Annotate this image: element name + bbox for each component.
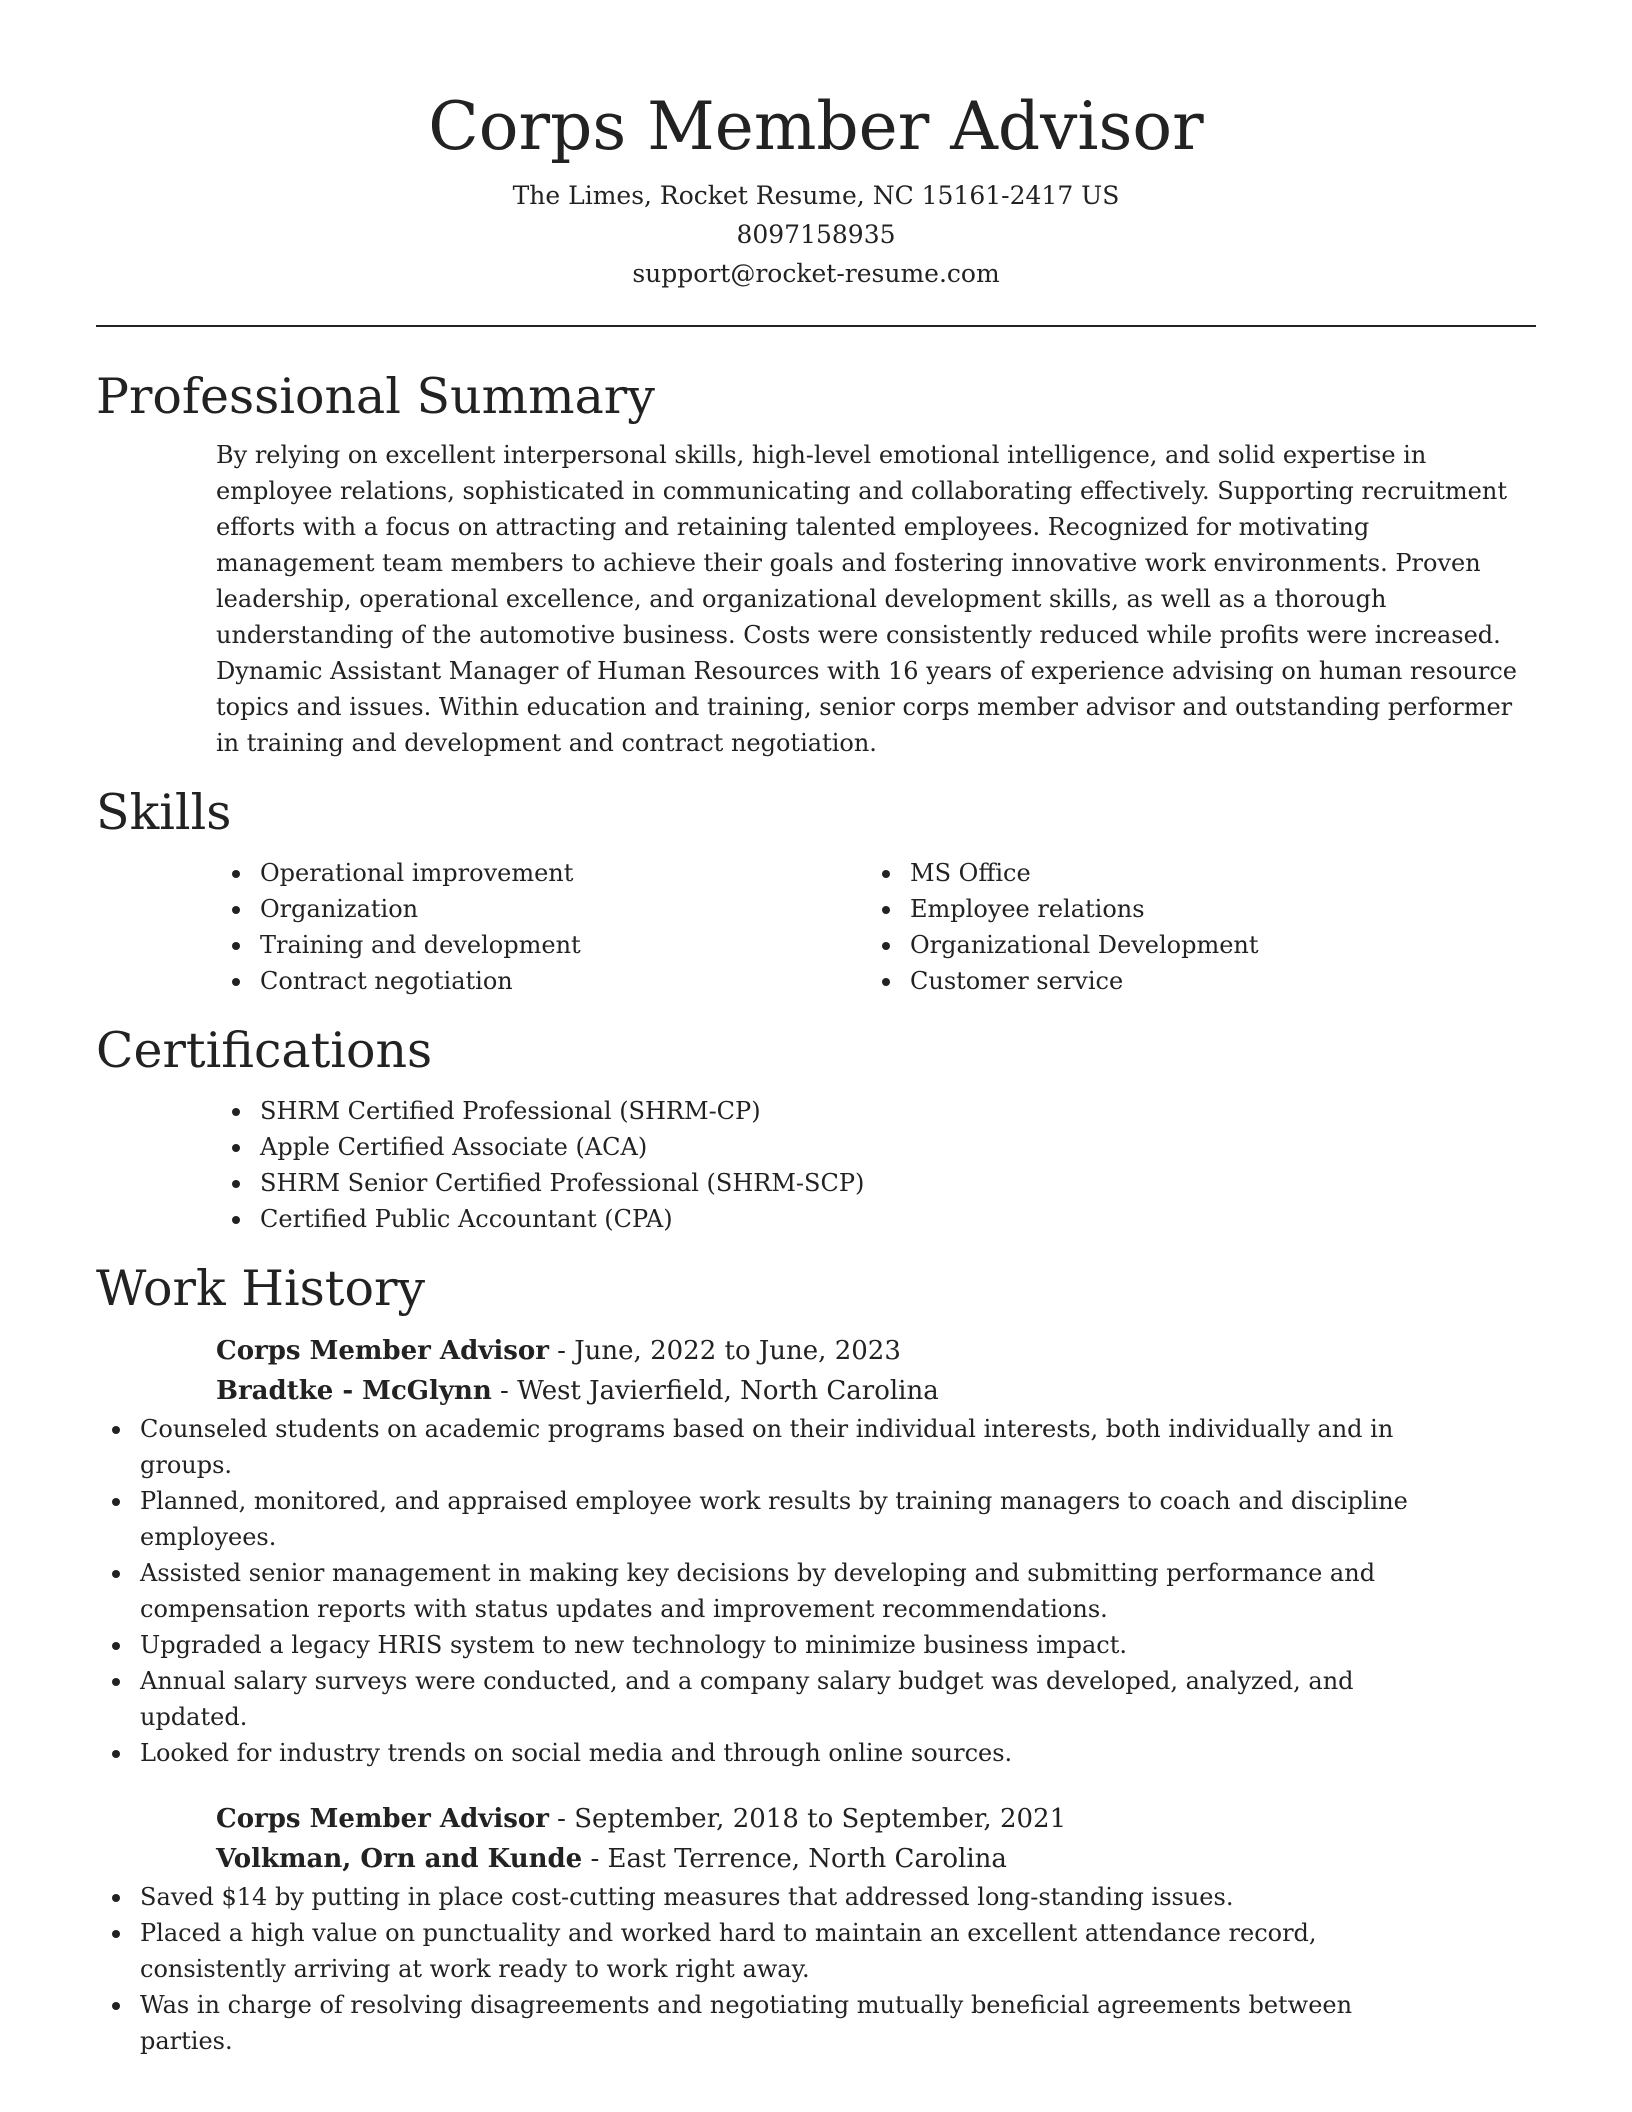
work-history-heading: Work History: [96, 1260, 426, 1317]
job-role: Corps Member Advisor: [216, 1336, 549, 1366]
contact-phone: 8097158935: [736, 220, 896, 249]
job-company: Bradtke - McGlynn: [216, 1376, 492, 1406]
contact-email: support@rocket-resume.com: [632, 259, 1000, 288]
job-title-line: [216, 1799, 1536, 1839]
skills-heading: Skills: [96, 784, 232, 841]
job-bullet: Upgraded a legacy HRIS system to new technology to minimize business impact.: [96, 1627, 1416, 1663]
skills-column-right: [866, 855, 1516, 999]
certification-item: Certified Public Accountant (CPA): [216, 1201, 1536, 1237]
skill-item: MS Office: [866, 855, 1516, 891]
job-dates: - September, 2018 to September, 2021: [548, 1804, 1067, 1834]
job-bullet: Assisted senior management in making key decisions by developing and submitting performance and compensation reports with status updates and improvement recommendations.: [96, 1555, 1416, 1627]
job-company: Volkman, Orn and Kunde: [216, 1844, 583, 1874]
job-bullet: Planned, monitored, and appraised employee work results by training managers to coach and discipline employees.: [96, 1483, 1416, 1555]
contact-address: The Limes, Rocket Resume, NC 15161-2417 US: [512, 181, 1120, 210]
job-bullet: Annual salary surveys were conducted, and a company salary budget was developed, analyzed, and updated.: [96, 1663, 1416, 1735]
resume-name: Corps Member Advisor: [428, 88, 1204, 165]
skills-list: [216, 855, 1536, 999]
job-role: Corps Member Advisor: [216, 1804, 549, 1834]
job-bullet: Looked for industry trends on social media and through online sources.: [96, 1735, 1416, 1771]
skill-item: Employee relations: [866, 891, 1516, 927]
job-bullet: Counseled students on academic programs based on their individual interests, both individually and in groups.: [96, 1411, 1416, 1483]
skill-item: Operational improvement: [216, 855, 866, 891]
certification-item: Apple Certified Associate (ACA): [216, 1129, 1536, 1165]
job-company-line: [216, 1839, 1536, 1879]
job-bullets: [96, 1879, 1416, 2059]
skill-item: Customer service: [866, 963, 1516, 999]
skill-item: Contract negotiation: [216, 963, 866, 999]
job-location: - West Javierfield, North Carolina: [491, 1376, 939, 1406]
job-dates: - June, 2022 to June, 2023: [548, 1336, 901, 1366]
skill-item: Organizational Development: [866, 927, 1516, 963]
job-entry: [96, 1799, 1536, 2059]
job-bullet: Was in charge of resolving disagreements and negotiating mutually beneficial agreements between parties.: [96, 1987, 1416, 2059]
certification-item: SHRM Senior Certified Professional (SHRM-SCP): [216, 1165, 1536, 1201]
job-entry: [96, 1331, 1536, 1771]
job-bullet: Placed a high value on punctuality and worked hard to maintain an excellent attendance record, consistently arriving at work ready to work right away.: [96, 1915, 1416, 1987]
skill-item: Organization: [216, 891, 866, 927]
job-bullet: Saved $14 by putting in place cost-cutting measures that addressed long-standing issues.: [96, 1879, 1416, 1915]
job-company-line: [216, 1371, 1536, 1411]
header-divider: [96, 325, 1536, 327]
certification-item: SHRM Certified Professional (SHRM-CP): [216, 1093, 1536, 1129]
certifications-heading: Certifications: [96, 1022, 433, 1079]
skill-item: Training and development: [216, 927, 866, 963]
job-location: - East Terrence, North Carolina: [582, 1844, 1007, 1874]
job-bullets: [96, 1411, 1416, 1771]
summary-heading: Professional Summary: [96, 368, 655, 425]
resume-page: [96, 0, 1536, 2087]
job-title-line: [216, 1331, 1536, 1371]
skills-column-left: [216, 855, 866, 999]
contact-block: [96, 176, 1536, 293]
certifications-list: [216, 1093, 1536, 1237]
summary-text: By relying on excellent interpersonal skills, high-level emotional intelligence, and solid expertise in employee relations, sophisticated in communicating and collaborating effectively. Supporting recruitment efforts with a focus on attracting and retaining talented employees. Recognized for motivating management team members to achieve their goals and fostering innovative work environments. Proven leadership, operational excellence, and organizational development skills, as well as a thorough understanding of the automotive business. Costs were consistently reduced while profits were increased. Dynamic Assistant Manager of Human Resources with 16 years of experience advising on human resource topics and issues. Within education and training, senior corps member advisor and outstanding performer in training and development and contract negotiation.: [216, 441, 1518, 757]
